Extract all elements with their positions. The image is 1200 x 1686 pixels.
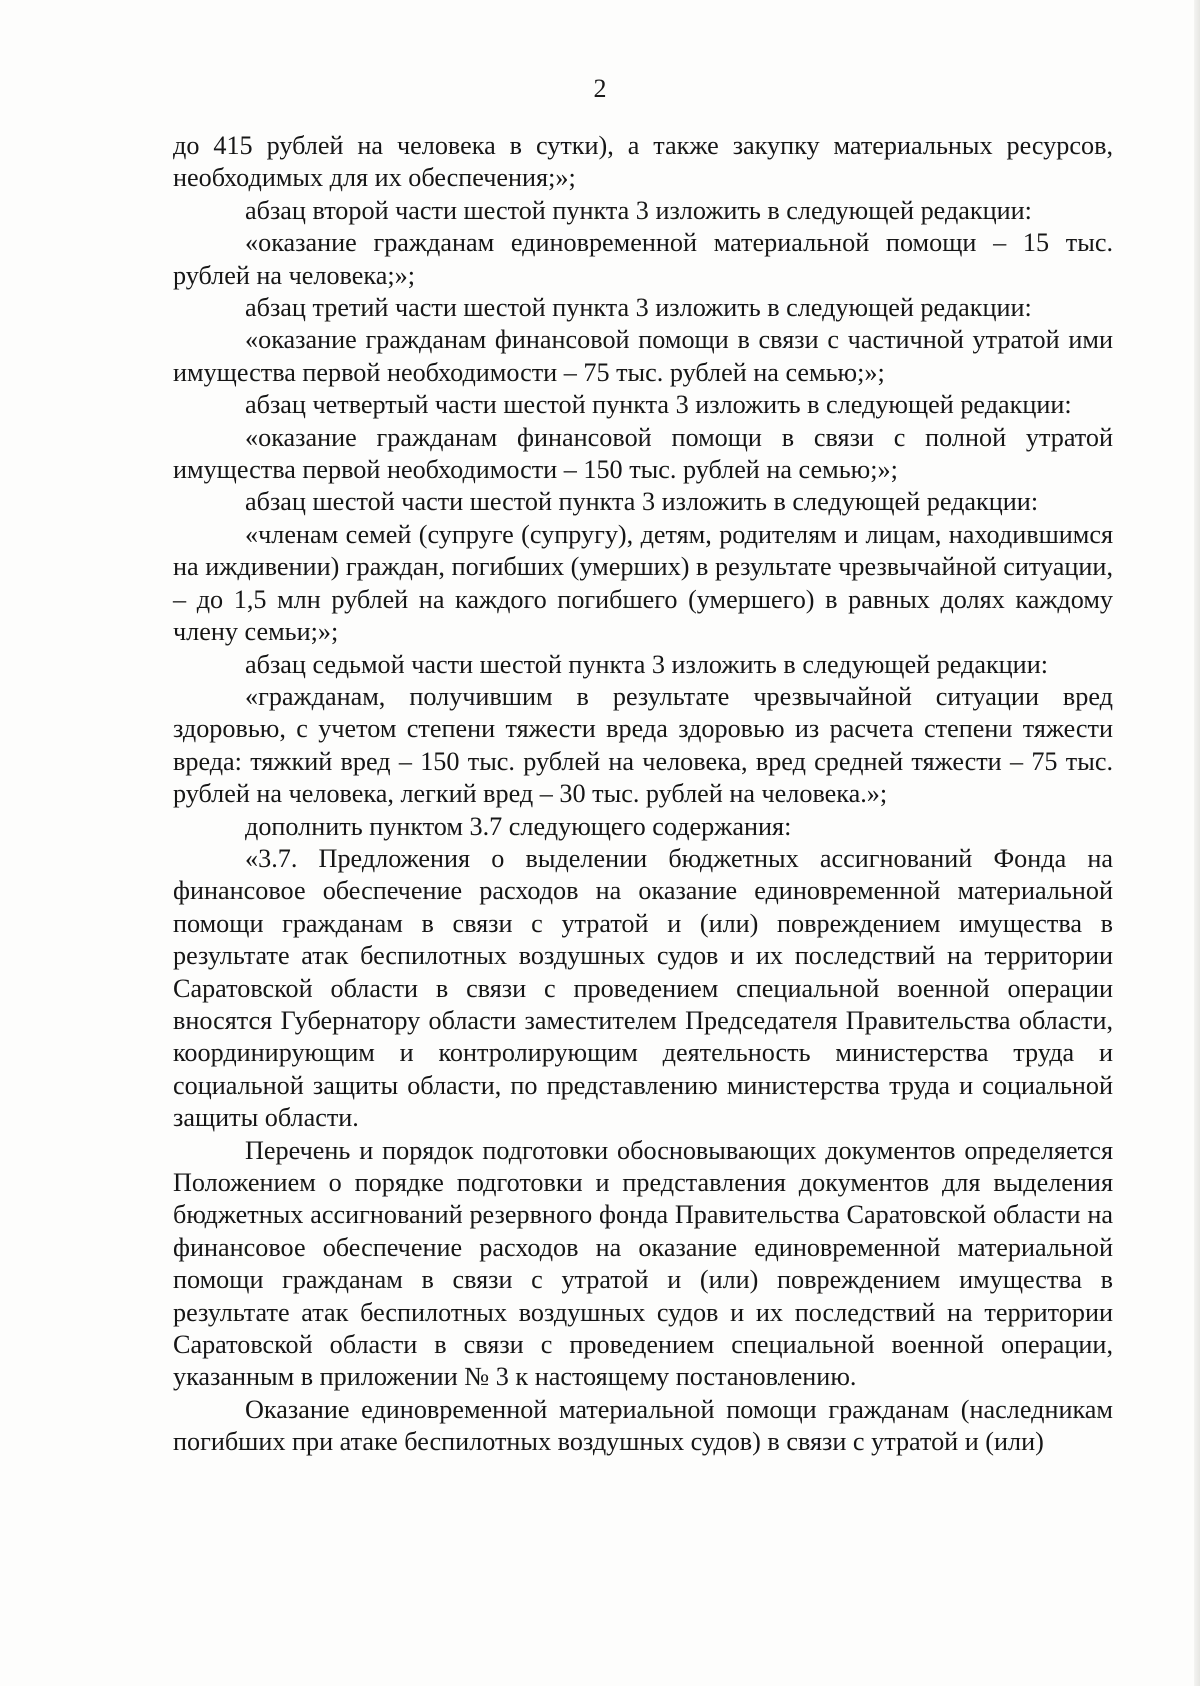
document-body (173, 130, 1113, 1459)
paragraph-heirs-aid: Оказание единовременной материальной помощи гражданам (наследникам погибших при атаке беспилотных воздушных судов) в связи с утратой и (или) (173, 1394, 1113, 1457)
paragraph-amendment-4: абзац четвертый части шестой пункта 3 изложить в следующей редакции: (245, 390, 1072, 420)
paragraph-continuation: до 415 рублей на человека в сутки), а также закупку материальных ресурсов, необходимых для их обеспечения;»; (173, 131, 1113, 193)
paragraph-amendment-2: абзац второй части шестой пункта 3 изложить в следующей редакции: (245, 195, 1032, 225)
paragraph-quote-full-loss: «оказание гражданам финансовой помощи в связи с полной утратой имущества первой необходимости – 150 тыс. рублей на семью;»; (173, 422, 1113, 485)
paragraph-add-clause: дополнить пунктом 3.7 следующего содержания: (245, 811, 792, 841)
paragraph-quote-family-members: «членам семей (супруге (супругу), детям, родителям и лицам, находившимся на иждивении) граждан, погибших (умерших) в результате чрезвычайной ситуации, – до 1,5 млн рублей на каждого погибшего (умершего) в равных долях каждому члену семьи;»; (173, 519, 1113, 647)
paragraph-quote-material-aid: «оказание гражданам единовременной материальной помощи – 15 тыс. рублей на человека;»; (173, 228, 1113, 290)
paragraph-amendment-6: абзац шестой части шестой пункта 3 изложить в следующей редакции: (245, 487, 1039, 517)
paragraph-amendment-3: абзац третий части шестой пункта 3 изложить в следующей редакции: (245, 293, 1032, 323)
paragraph-quote-partial-loss: «оказание гражданам финансовой помощи в связи с частичной утратой ими имущества первой необходимости – 75 тыс. рублей на семью;»; (173, 325, 1113, 387)
paragraph-clause-3-7: «3.7. Предложения о выделении бюджетных ассигнований Фонда на финансовое обеспечение расходов на оказание единовременной материальной помощи гражданам в связи с утратой и (или) повреждением имущества в результате атак беспилотных воздушных судов и их последствий на территории Саратовской области в связи с проведением специальной военной операции вносятся Губернатору области заместителем Председателя Правительства области, координирующим и контролирующим деятельность министерства труда и социальной защиты области, по представлению министерства труда и социальной защиты области. (173, 843, 1113, 1133)
paragraph-amendment-7: абзац седьмой части шестой пункта 3 изложить в следующей редакции: (245, 649, 1048, 679)
scan-edge (1194, 0, 1200, 1686)
paragraph-quote-health-harm: «гражданам, получившим в результате чрезвычайной ситуации вред здоровью, с учетом степени тяжести вреда здоровью из расчета степени тяжести вреда: тяжкий вред – 150 тыс. рублей на человека, вред средней тяжести – 75 тыс. рублей на человека, легкий вред – 30 тыс. рублей на человека.»; (173, 681, 1113, 809)
page-number: 2 (593, 74, 607, 103)
paragraph-document-list: Перечень и порядок подготовки обосновывающих документов определяется Положением о порядке подготовки и представления документов для выделения бюджетных ассигнований резервного фонда Правительства Саратовской области на финансовое обеспечение расходов на оказание единовременной материальной помощи гражданам в связи с утратой и (или) повреждением имущества в результате атак беспилотных воздушных судов и их последствий на территории Саратовской области в связи с проведением специальной военной операции, указанным в приложении № 3 к настоящему постановлению. (173, 1135, 1113, 1392)
